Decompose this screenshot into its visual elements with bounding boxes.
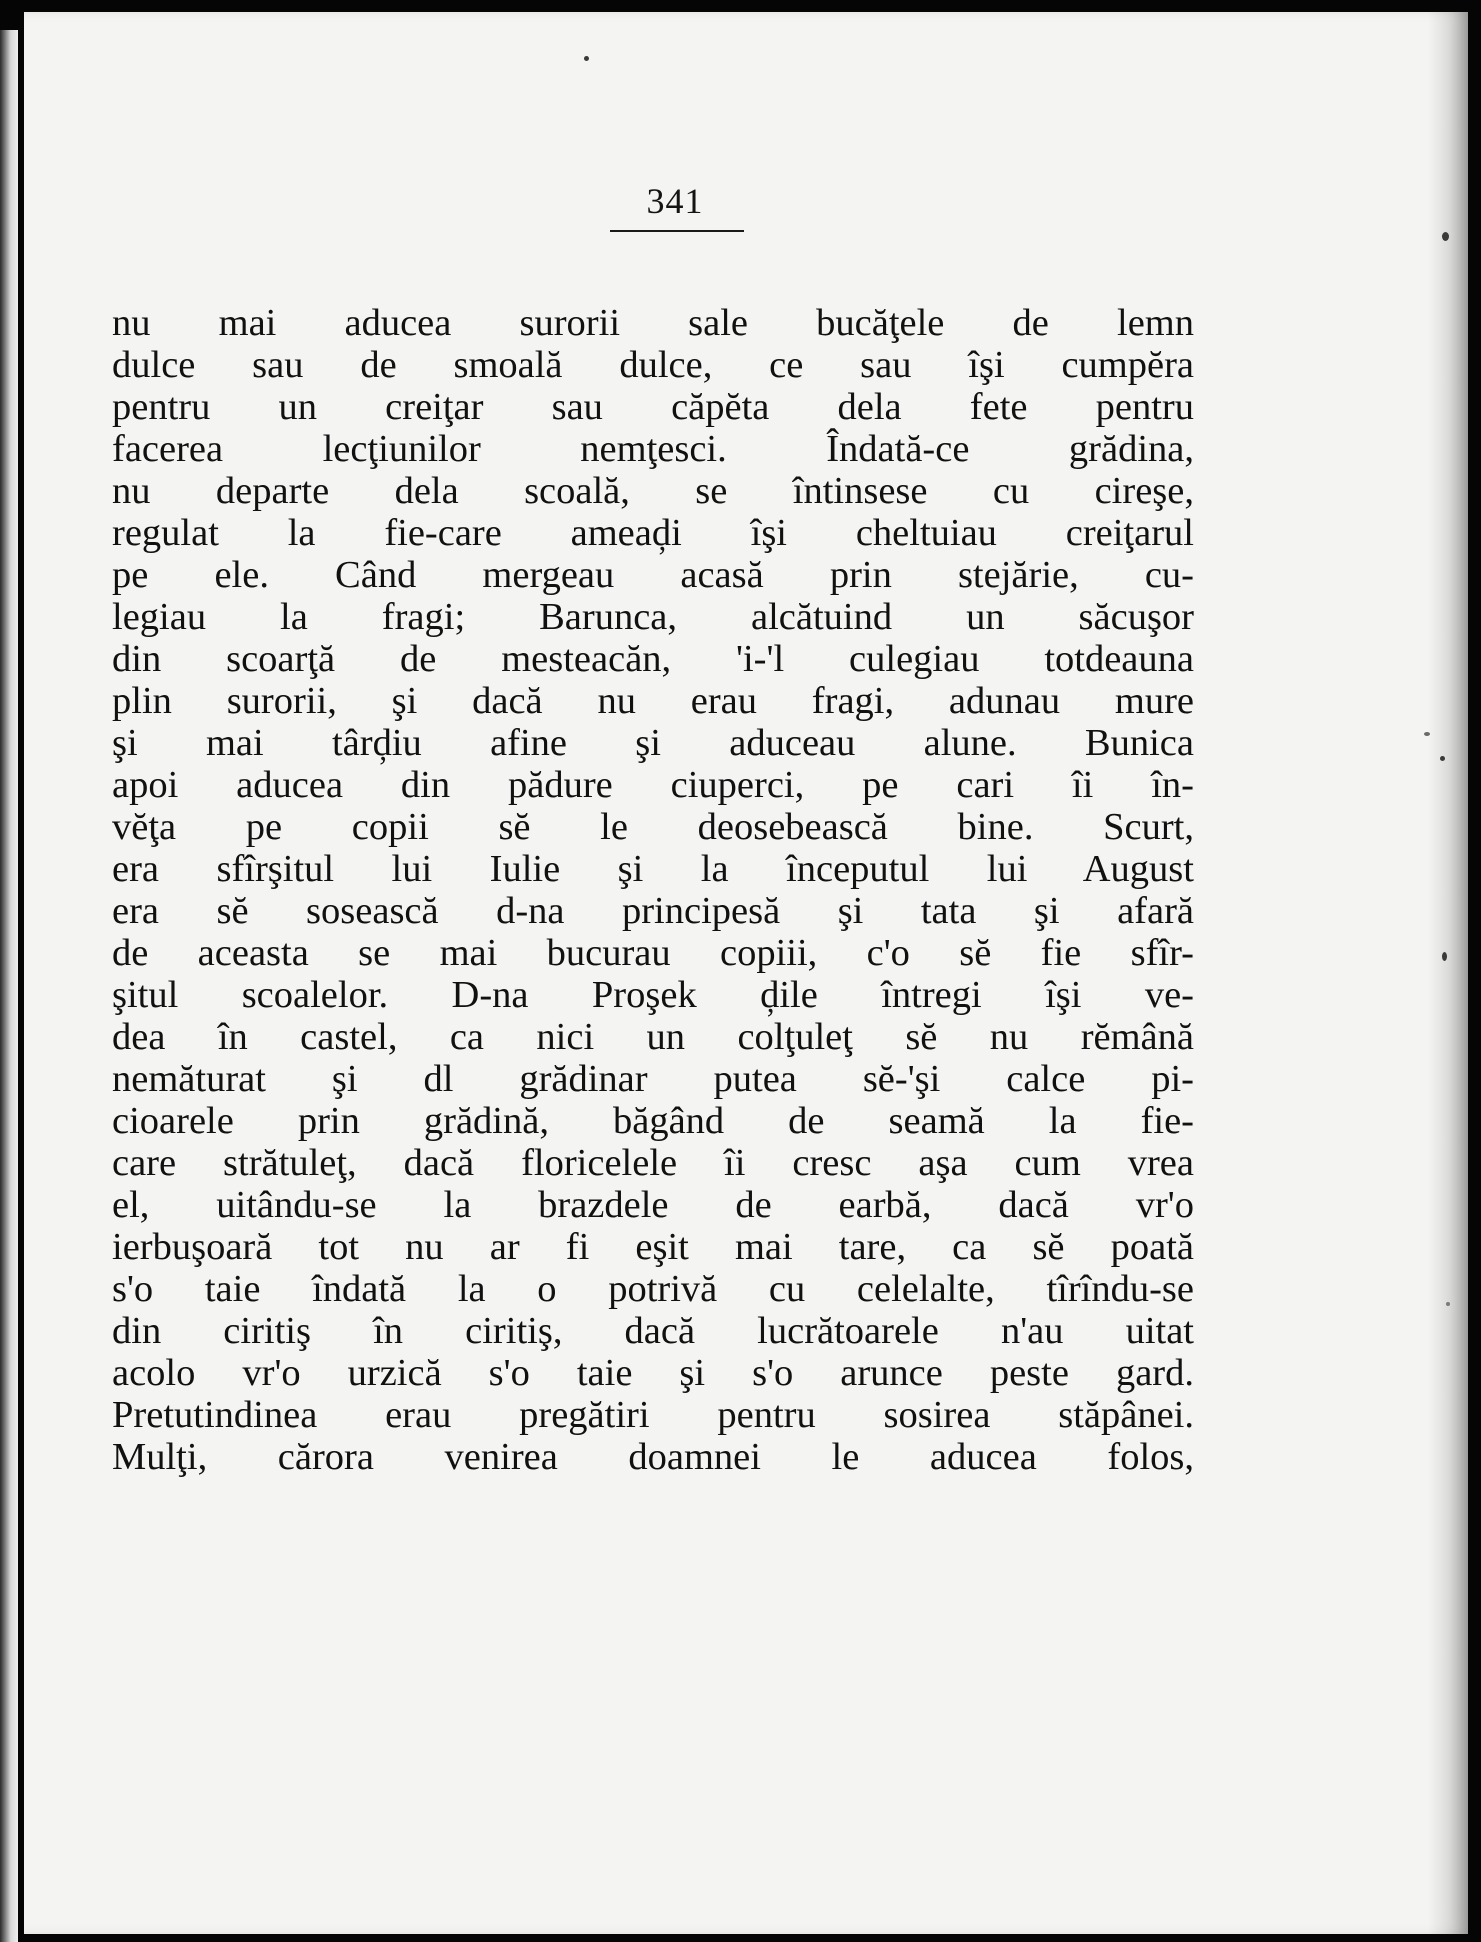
text-line: apoi aducea din pădure ciuperci, pe cari îi în- <box>112 764 1194 806</box>
paper-speck <box>1442 952 1447 961</box>
paper-speck <box>1440 756 1445 761</box>
paper-speck <box>584 56 589 61</box>
book-page <box>24 12 1468 1934</box>
text-line: el, uitându-se la brazdele de earbă, dacă vr'o <box>112 1184 1194 1226</box>
paper-speck <box>1424 732 1430 736</box>
text-line: nu mai aducea surorii sale bucăţele de lemn <box>112 302 1194 344</box>
text-line: legiau la fragi; Barunca, alcătuind un săcuşor <box>112 596 1194 638</box>
paper-speck <box>1442 232 1449 241</box>
text-line: acolo vr'o urzică s'o taie şi s'o arunce peste gard. <box>112 1352 1194 1394</box>
text-line: vĕţa pe copii sĕ le deosebească bine. Scurt, <box>112 806 1194 848</box>
text-line: nemăturat şi dl grădinar putea sĕ-'şi calce pi- <box>112 1058 1194 1100</box>
text-line: ierbuşoară tot nu ar fi eşit mai tare, ca sĕ poată <box>112 1226 1194 1268</box>
text-line: plin surorii, şi dacă nu erau fragi, adunau mure <box>112 680 1194 722</box>
text-line: pe ele. Când mergeau acasă prin stejărie, cu- <box>112 554 1194 596</box>
text-line: care strătuleţ, dacă floricelele îi cresc aşa cum vrea <box>112 1142 1194 1184</box>
text-line: s'o taie îndată la o potrivă cu celelalte, tîrîndu-se <box>112 1268 1194 1310</box>
text-line: dulce sau de smoală dulce, ce sau îşi cumpĕra <box>112 344 1194 386</box>
text-line: şi mai târḑiu afine şi aduceau alune. Bunica <box>112 722 1194 764</box>
text-line: din ciritiş în ciritiş, dacă lucrătoarele n'au uitat <box>112 1310 1194 1352</box>
text-line: Mulţi, cărora venirea doamnei le aducea folos, <box>112 1436 1194 1478</box>
text-line: regulat la fie-care ameaḑi îşi cheltuiau creiţarul <box>112 512 1194 554</box>
text-line: din scoarţă de mesteacăn, 'i-'l culegiau totdeauna <box>112 638 1194 680</box>
paper-speck <box>1446 1302 1450 1306</box>
text-line: era sfîrşitul lui Iulie şi la începutul lui August <box>112 848 1194 890</box>
text-line: pentru un creiţar sau căpĕta dela fete pentru <box>112 386 1194 428</box>
page-number-rule <box>610 230 744 232</box>
left-page-edge <box>0 30 18 1942</box>
page-number: 341 <box>646 181 704 221</box>
text-line: era sĕ sosească d-na principesă şi tata şi afară <box>112 890 1194 932</box>
text-line: facerea lecţiunilor nemţesci. Îndată-ce grădina, <box>112 428 1194 470</box>
text-line: nu departe dela scoală, se întinsese cu cireşe, <box>112 470 1194 512</box>
body-text <box>112 302 1194 1478</box>
text-line: şitul scoalelor. D-na Proşek ḑile întregi îşi ve- <box>112 974 1194 1016</box>
text-line: cioarele prin grădină, băgând de seamă la fie- <box>112 1100 1194 1142</box>
text-line: dea în castel, ca nici un colţuleţ sĕ nu rĕmână <box>112 1016 1194 1058</box>
text-line: Pretutindinea erau pregătiri pentru sosirea stăpânei. <box>112 1394 1194 1436</box>
page-edge-shadow <box>1428 12 1468 1934</box>
text-line: de aceasta se mai bucurau copiii, c'o sĕ fie sfîr- <box>112 932 1194 974</box>
